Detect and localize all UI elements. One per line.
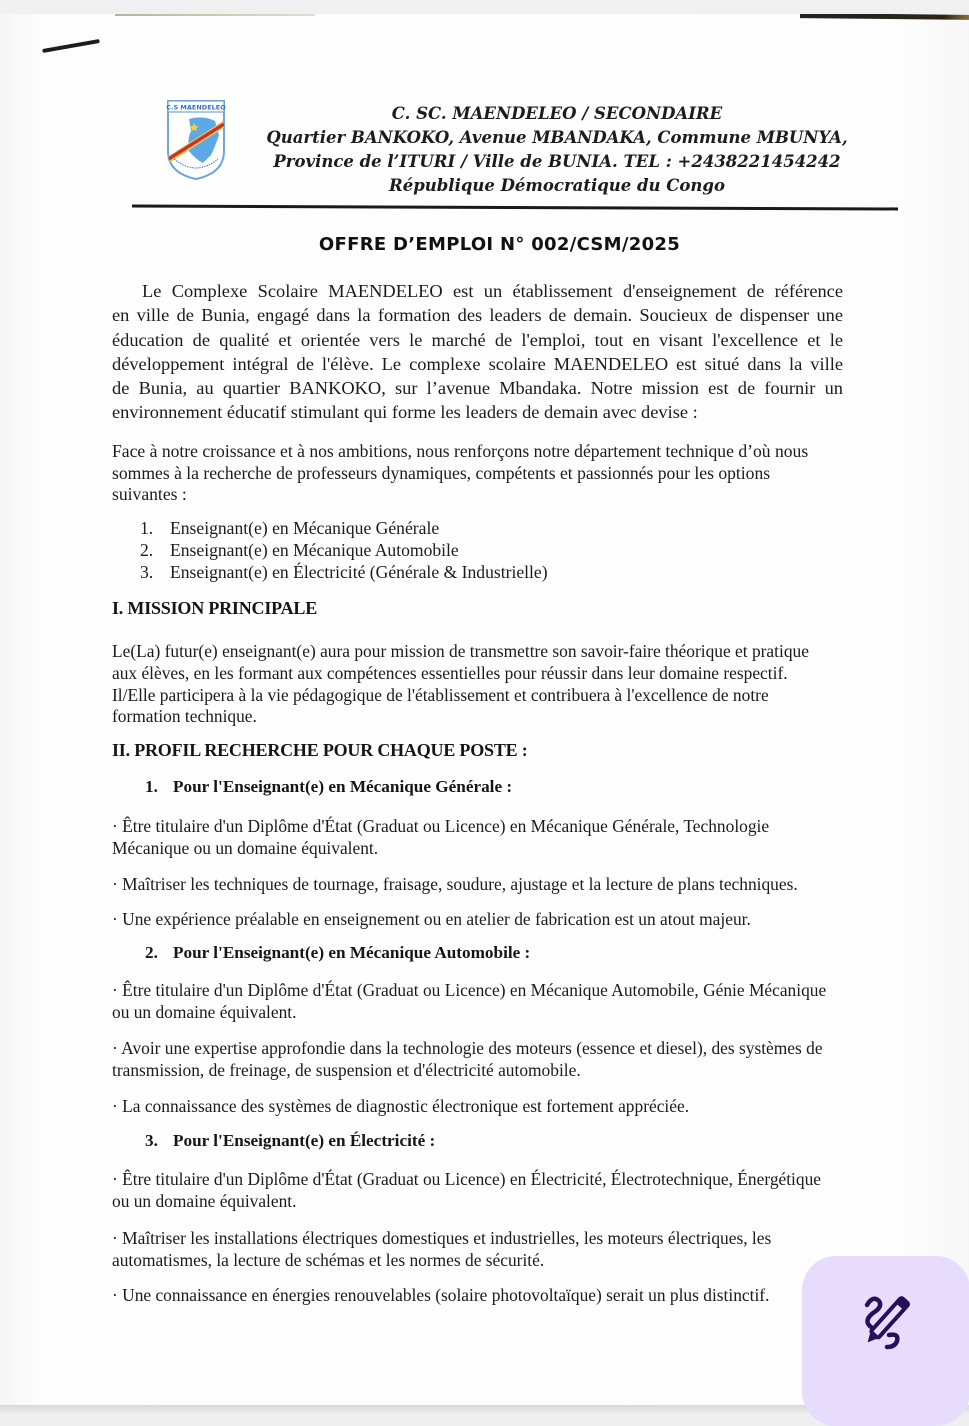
positions-list	[140, 517, 548, 583]
top-status-bar	[0, 0, 969, 14]
position-item: 3. Enseignant(e) en Électricité (Générale & Industrielle)	[140, 562, 548, 582]
paper-edge	[115, 14, 315, 16]
school-logo	[165, 99, 227, 181]
section-heading-profile: II. PROFIL RECHERCHE POUR CHAQUE POSTE :	[112, 740, 528, 760]
profile-requirement: · Une connaissance en énergies renouvelables (solaire photovoltaïque) serait un plus distinctif.	[112, 1285, 770, 1305]
school-name: C. SC. MAENDELEO / SECONDAIRE	[391, 104, 723, 123]
draw-pen-icon	[853, 1291, 913, 1351]
profile-heading: 2. Pour l'Enseignant(e) en Mécanique Automobile :	[145, 943, 531, 962]
document-title: OFFRE D’EMPLOI N° 002/CSM/2025	[318, 234, 681, 255]
mission-paragraph: Le(La) futur(e) enseignant(e) aura pour mission de transmettre son savoir-faire théorique et pratique aux élèves, en les formant aux compétences essentielles pour réussir dans leur domaine respectif. Il/Elle participera à la vie pédagogique de l'établissement et contribuera à l'excellence de notre formation technique.	[112, 641, 809, 727]
profile-requirement: · Maîtriser les installations électriques domestiques et industrielles, les moteurs électriques, les automatismes, la lecture de schémas et les normes de sécurité.	[112, 1228, 772, 1270]
profile-requirement: · Une expérience préalable en enseignement ou en atelier de fabrication est un atout majeur.	[112, 909, 751, 929]
intro-line: environnement éducatif stimulant qui forme les leaders de demain avec devise :	[112, 402, 698, 423]
profile-heading: 1. Pour l'Enseignant(e) en Mécanique Générale :	[145, 777, 513, 796]
school-province-phone: Province de l’ITURI / Ville de BUNIA. TEL : +2438221454242	[273, 152, 841, 171]
pen-mark	[42, 39, 100, 53]
intro-line: Le Complexe Scolaire MAENDELEO est un établissement d'enseignement de référence	[142, 281, 843, 301]
intro-paragraph	[112, 279, 843, 425]
profile-heading: 3. Pour l'Enseignant(e) en Électricité :	[145, 1131, 436, 1150]
profile-requirement: · Être titulaire d'un Diplôme d'État (Graduat ou Licence) en Mécanique Générale, Technologie Mécanique ou un domaine équivalent.	[112, 816, 770, 858]
profile-requirement: · Être titulaire d'un Diplôme d'État (Graduat ou Licence) en Électricité, Électrotechnique, Énergétique ou un domaine équivalent.	[112, 1169, 821, 1211]
intro-line: éducation de qualité et orientée vers le marché de l'emploi, tout en visant l'excellence et le	[112, 329, 843, 350]
school-country: République Démocratique du Congo	[389, 176, 725, 195]
paragraph-line: sommes à la recherche de professeurs dynamiques, compétents et passionnés pour les options	[112, 462, 771, 483]
intro-line: en ville de Bunia, engagé dans la formation des leaders de demain. Soucieux de dispenser une	[112, 305, 843, 326]
paper-edge	[800, 14, 969, 20]
growth-paragraph	[112, 441, 852, 506]
intro-line: développement intégral de l'élève. Le complexe scolaire MAENDELEO est situé dans la ville	[112, 353, 843, 374]
paragraph-line: suivantes :	[112, 484, 187, 504]
svg-text:C.S MAENDELEO: C.S MAENDELEO	[166, 103, 226, 112]
letterhead	[262, 102, 852, 198]
profile-requirement: · Être titulaire d'un Diplôme d'État (Graduat ou Licence) en Mécanique Automobile, Génie Mécanique ou un domaine équivalent.	[112, 980, 827, 1022]
position-item: 2. Enseignant(e) en Mécanique Automobile	[140, 540, 459, 560]
profile-requirement: · Avoir une expertise approfondie dans la technologie des moteurs (essence et diesel), des systèmes de transmission, de freinage, de suspension et d'électricité automobile.	[112, 1038, 823, 1080]
draw-annotate-button[interactable]	[802, 1256, 969, 1426]
intro-line: de Bunia, au quartier BANKOKO, sur l’avenue Mbandaka. Notre mission est de fournir un	[112, 378, 843, 399]
profile-requirement: · Maîtriser les techniques de tournage, fraisage, soudure, ajustage et la lecture de plans techniques.	[112, 874, 798, 894]
profile-requirement: · La connaissance des systèmes de diagnostic électronique est fortement appréciée.	[112, 1096, 690, 1116]
paragraph-line: Face à notre croissance et à nos ambitions, nous renforçons notre département technique d’où nous	[112, 441, 809, 461]
school-address: Quartier BANKOKO, Avenue MBANDAKA, Commune MBUNYA,	[266, 128, 848, 147]
section-heading-mission: I. MISSION PRINCIPALE	[112, 598, 317, 618]
position-item: 1. Enseignant(e) en Mécanique Générale	[140, 518, 440, 538]
